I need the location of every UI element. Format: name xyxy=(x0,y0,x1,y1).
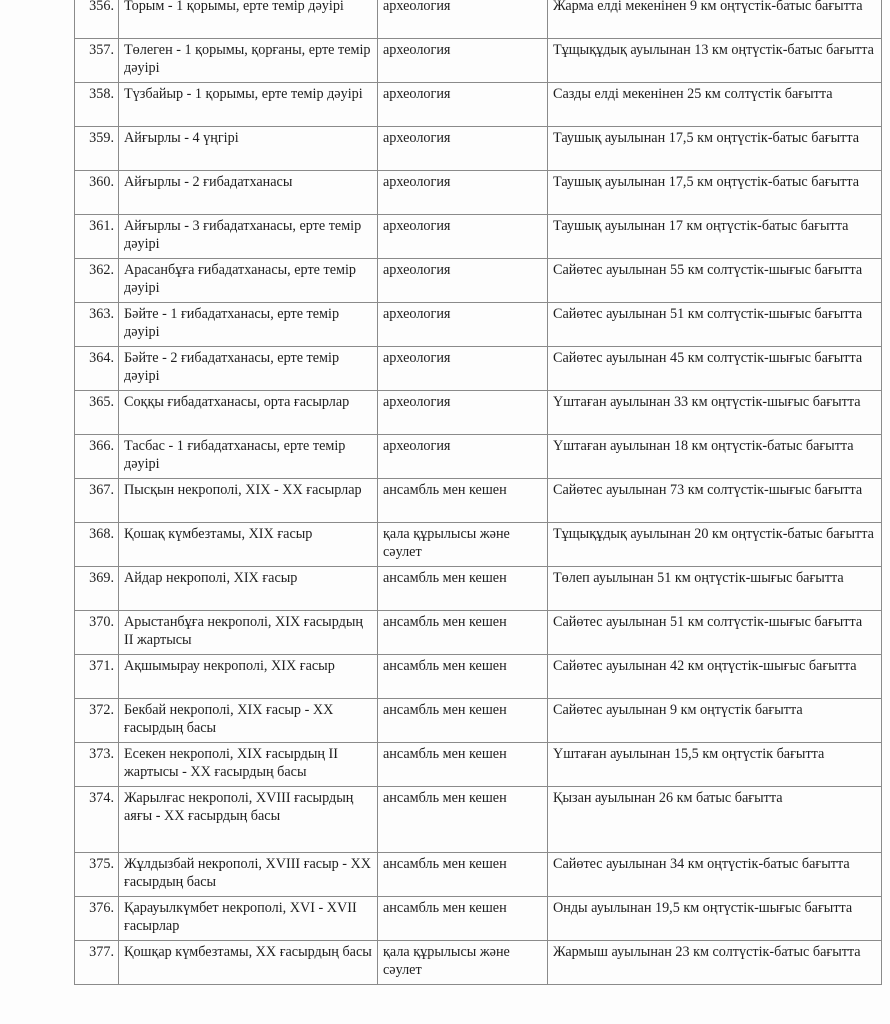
monument-type-cell: қала құрылысы және сәулет xyxy=(378,523,548,567)
row-number-cell: 360. xyxy=(75,171,119,215)
row-number-cell: 361. xyxy=(75,215,119,259)
monument-name-cell: Тасбас - 1 ғибадатханасы, ерте темір дәуірі xyxy=(119,435,378,479)
monument-type-cell: археология xyxy=(378,259,548,303)
table-row xyxy=(75,897,882,941)
monument-type-cell: ансамбль мен кешен xyxy=(378,897,548,941)
location-cell: Сайөтес ауылынан 45 км солтүстік-шығыс бағытта xyxy=(548,347,882,391)
monument-type-cell: археология xyxy=(378,0,548,39)
monument-type-cell: археология xyxy=(378,127,548,171)
table-row xyxy=(75,83,882,127)
location-cell: Қызан ауылынан 26 км батыс бағытта xyxy=(548,787,882,853)
monument-name-cell: Бәйте - 2 ғибадатханасы, ерте темір дәуірі xyxy=(119,347,378,391)
location-cell: Сайөтес ауылынан 51 км солтүстік-шығыс бағытта xyxy=(548,303,882,347)
row-number-cell: 358. xyxy=(75,83,119,127)
monument-name-cell: Арасанбұға ғибадатханасы, ерте темір дәуірі xyxy=(119,259,378,303)
registry-body xyxy=(75,0,882,985)
monument-name-cell: Пысқын некрополі, XIX - XX ғасырлар xyxy=(119,479,378,523)
table-row xyxy=(75,0,882,39)
monument-type-cell: археология xyxy=(378,39,548,83)
monument-type-cell: ансамбль мен кешен xyxy=(378,853,548,897)
monument-type-cell: ансамбль мен кешен xyxy=(378,611,548,655)
location-cell: Үштаған ауылынан 15,5 км оңтүстік бағытта xyxy=(548,743,882,787)
monument-type-cell: археология xyxy=(378,391,548,435)
row-number-cell: 371. xyxy=(75,655,119,699)
table-row xyxy=(75,787,882,853)
row-number-cell: 374. xyxy=(75,787,119,853)
location-cell: Сайөтес ауылынан 9 км оңтүстік бағытта xyxy=(548,699,882,743)
monument-type-cell: ансамбль мен кешен xyxy=(378,655,548,699)
monument-name-cell: Түзбайыр - 1 қорымы, ерте темір дәуірі xyxy=(119,83,378,127)
monument-name-cell: Айдар некрополі, XIX ғасыр xyxy=(119,567,378,611)
row-number-cell: 367. xyxy=(75,479,119,523)
table-row xyxy=(75,655,882,699)
row-number-cell: 362. xyxy=(75,259,119,303)
row-number-cell: 376. xyxy=(75,897,119,941)
monument-type-cell: ансамбль мен кешен xyxy=(378,743,548,787)
monument-type-cell: қала құрылысы және сәулет xyxy=(378,941,548,985)
row-number-cell: 366. xyxy=(75,435,119,479)
row-number-cell: 375. xyxy=(75,853,119,897)
location-cell: Таушық ауылынан 17 км оңтүстік-батыс бағытта xyxy=(548,215,882,259)
table-row xyxy=(75,611,882,655)
monument-type-cell: археология xyxy=(378,83,548,127)
table-row xyxy=(75,391,882,435)
row-number-cell: 365. xyxy=(75,391,119,435)
monument-name-cell: Ақшымырау некрополі, XIX ғасыр xyxy=(119,655,378,699)
table-row xyxy=(75,941,882,985)
monument-name-cell: Қарауылкүмбет некрополі, XVI - XVII ғасырлар xyxy=(119,897,378,941)
table-row xyxy=(75,567,882,611)
monument-type-cell: археология xyxy=(378,215,548,259)
monument-type-cell: ансамбль мен кешен xyxy=(378,787,548,853)
monument-type-cell: ансамбль мен кешен xyxy=(378,479,548,523)
location-cell: Сайөтес ауылынан 42 км оңтүстік-шығыс бағытта xyxy=(548,655,882,699)
monument-name-cell: Айғырлы - 2 ғибадатханасы xyxy=(119,171,378,215)
location-cell: Сайөтес ауылынан 34 км оңтүстік-батыс бағытта xyxy=(548,853,882,897)
row-number-cell: 372. xyxy=(75,699,119,743)
monument-name-cell: Арыстанбұға некрополі, XIX ғасырдың II жартысы xyxy=(119,611,378,655)
table-row xyxy=(75,699,882,743)
table-row xyxy=(75,215,882,259)
table-row xyxy=(75,39,882,83)
table-row xyxy=(75,479,882,523)
location-cell: Таушық ауылынан 17,5 км оңтүстік-батыс бағытта xyxy=(548,127,882,171)
location-cell: Үштаған ауылынан 33 км оңтүстік-шығыс бағытта xyxy=(548,391,882,435)
table-row xyxy=(75,127,882,171)
row-number-cell: 377. xyxy=(75,941,119,985)
location-cell: Сайөтес ауылынан 55 км солтүстік-шығыс бағытта xyxy=(548,259,882,303)
monument-name-cell: Жұлдызбай некрополі, XVIII ғасыр - XX ғасырдың басы xyxy=(119,853,378,897)
row-number-cell: 368. xyxy=(75,523,119,567)
row-number-cell: 363. xyxy=(75,303,119,347)
monument-name-cell: Есекен некрополі, XIX ғасырдың II жартысы - XX ғасырдың басы xyxy=(119,743,378,787)
monument-name-cell: Қошқар күмбезтамы, XX ғасырдың басы xyxy=(119,941,378,985)
heritage-registry-table xyxy=(74,0,882,985)
location-cell: Сазды елді мекенінен 25 км солтүстік бағытта xyxy=(548,83,882,127)
monument-type-cell: ансамбль мен кешен xyxy=(378,567,548,611)
monument-name-cell: Қошақ күмбезтамы, XIX ғасыр xyxy=(119,523,378,567)
location-cell: Таушық ауылынан 17,5 км оңтүстік-батыс бағытта xyxy=(548,171,882,215)
monument-name-cell: Бекбай некрополі, XIX ғасыр - XX ғасырдың басы xyxy=(119,699,378,743)
monument-type-cell: археология xyxy=(378,303,548,347)
table-row xyxy=(75,303,882,347)
location-cell: Сайөтес ауылынан 73 км солтүстік-шығыс бағытта xyxy=(548,479,882,523)
location-cell: Сайөтес ауылынан 51 км солтүстік-шығыс бағытта xyxy=(548,611,882,655)
monument-name-cell: Төлеген - 1 қорымы, қорғаны, ерте темір дәуірі xyxy=(119,39,378,83)
location-cell: Төлеп ауылынан 51 км оңтүстік-шығыс бағытта xyxy=(548,567,882,611)
row-number-cell: 370. xyxy=(75,611,119,655)
table-row xyxy=(75,435,882,479)
row-number-cell: 373. xyxy=(75,743,119,787)
monument-name-cell: Айғырлы - 3 ғибадатханасы, ерте темір дәуірі xyxy=(119,215,378,259)
monument-type-cell: археология xyxy=(378,347,548,391)
table-row xyxy=(75,853,882,897)
monument-name-cell: Айғырлы - 4 үңгірі xyxy=(119,127,378,171)
monument-name-cell: Торым - 1 қорымы, ерте темір дәуірі xyxy=(119,0,378,39)
row-number-cell: 359. xyxy=(75,127,119,171)
table-row xyxy=(75,259,882,303)
monument-name-cell: Соққы ғибадатханасы, орта ғасырлар xyxy=(119,391,378,435)
location-cell: Үштаған ауылынан 18 км оңтүстік-батыс бағытта xyxy=(548,435,882,479)
table-row xyxy=(75,743,882,787)
monument-type-cell: археология xyxy=(378,435,548,479)
row-number-cell: 356. xyxy=(75,0,119,39)
location-cell: Жармыш ауылынан 23 км солтүстік-батыс бағытта xyxy=(548,941,882,985)
monument-type-cell: ансамбль мен кешен xyxy=(378,699,548,743)
table-row xyxy=(75,171,882,215)
monument-name-cell: Жарылғас некрополі, XVIII ғасырдың аяғы - XX ғасырдың басы xyxy=(119,787,378,853)
row-number-cell: 364. xyxy=(75,347,119,391)
location-cell: Жарма елді мекенінен 9 км оңтүстік-батыс бағытта xyxy=(548,0,882,39)
monument-type-cell: археология xyxy=(378,171,548,215)
table-row xyxy=(75,347,882,391)
location-cell: Онды ауылынан 19,5 км оңтүстік-шығыс бағытта xyxy=(548,897,882,941)
row-number-cell: 369. xyxy=(75,567,119,611)
location-cell: Тұщықұдық ауылынан 20 км оңтүстік-батыс бағытта xyxy=(548,523,882,567)
monument-name-cell: Бәйте - 1 ғибадатханасы, ерте темір дәуірі xyxy=(119,303,378,347)
table-row xyxy=(75,523,882,567)
row-number-cell: 357. xyxy=(75,39,119,83)
location-cell: Тұщықұдық ауылынан 13 км оңтүстік-батыс бағытта xyxy=(548,39,882,83)
